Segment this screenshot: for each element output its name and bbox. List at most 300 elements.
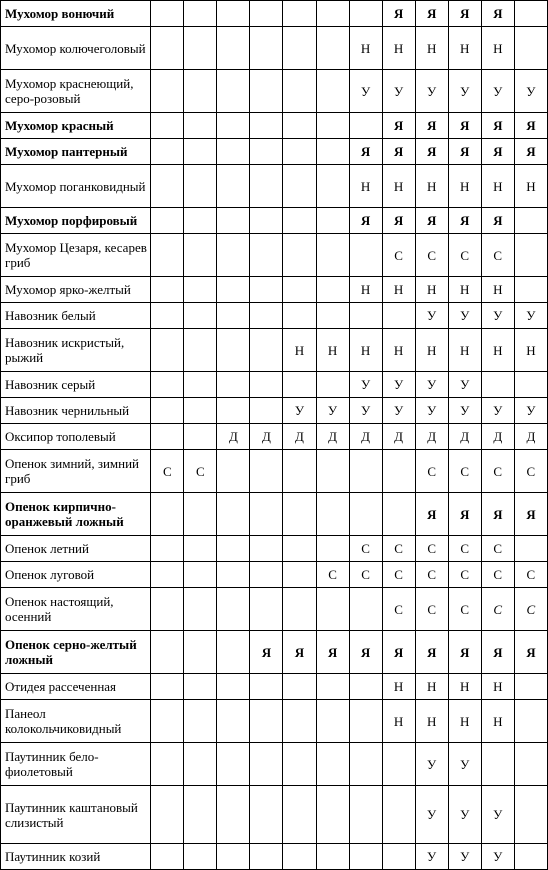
value-cell: У	[415, 70, 448, 113]
mushroom-name-cell: Мухомор вонючий	[1, 1, 151, 27]
value-cell: Н	[448, 165, 481, 208]
value-cell	[151, 139, 184, 165]
value-cell	[349, 674, 382, 700]
value-cell	[382, 303, 415, 329]
value-cell: Д	[514, 424, 547, 450]
value-cell: У	[514, 303, 547, 329]
value-cell: У	[448, 743, 481, 786]
value-cell	[316, 536, 349, 562]
value-cell	[151, 424, 184, 450]
value-cell	[217, 562, 250, 588]
value-cell: С	[448, 562, 481, 588]
value-cell: Н	[481, 27, 514, 70]
value-cell	[349, 844, 382, 870]
value-cell	[250, 165, 283, 208]
value-cell: Н	[448, 329, 481, 372]
value-cell	[283, 165, 316, 208]
table-row	[1, 844, 548, 870]
value-cell	[349, 113, 382, 139]
value-cell	[316, 1, 349, 27]
value-cell	[382, 786, 415, 844]
value-cell	[316, 372, 349, 398]
table-row	[1, 303, 548, 329]
value-cell	[316, 208, 349, 234]
mushroom-name-cell: Паутинник козий	[1, 844, 151, 870]
mushroom-name-cell: Мухомор пантерный	[1, 139, 151, 165]
value-cell	[316, 674, 349, 700]
value-cell: Я	[481, 1, 514, 27]
value-cell	[184, 303, 217, 329]
value-cell	[217, 113, 250, 139]
value-cell	[217, 303, 250, 329]
value-cell	[151, 398, 184, 424]
value-cell: У	[448, 303, 481, 329]
value-cell	[151, 743, 184, 786]
value-cell	[184, 398, 217, 424]
value-cell: С	[481, 588, 514, 631]
value-cell: Я	[514, 631, 547, 674]
value-cell	[184, 844, 217, 870]
value-cell	[316, 844, 349, 870]
value-cell	[217, 139, 250, 165]
table-row	[1, 277, 548, 303]
value-cell: Я	[316, 631, 349, 674]
value-cell	[283, 450, 316, 493]
value-cell	[250, 674, 283, 700]
value-cell	[151, 208, 184, 234]
value-cell: Я	[481, 113, 514, 139]
value-cell	[514, 674, 547, 700]
mushroom-name-cell: Отидея рассеченная	[1, 674, 151, 700]
value-cell	[283, 588, 316, 631]
value-cell	[151, 165, 184, 208]
value-cell: У	[448, 786, 481, 844]
mushroom-name-cell: Панеол колокольчиковидный	[1, 700, 151, 743]
mushroom-name-cell: Мухомор краснеющий, серо-розовый	[1, 70, 151, 113]
value-cell: У	[415, 743, 448, 786]
value-cell: У	[415, 786, 448, 844]
value-cell	[151, 674, 184, 700]
value-cell: Я	[415, 1, 448, 27]
value-cell: Н	[415, 329, 448, 372]
value-cell: Н	[481, 165, 514, 208]
value-cell	[217, 844, 250, 870]
value-cell: Н	[514, 329, 547, 372]
value-cell: У	[415, 398, 448, 424]
table-row	[1, 208, 548, 234]
mushroom-name-cell: Мухомор порфировый	[1, 208, 151, 234]
value-cell: У	[283, 398, 316, 424]
value-cell	[250, 786, 283, 844]
value-cell: У	[349, 398, 382, 424]
value-cell: Я	[448, 631, 481, 674]
value-cell: Я	[448, 493, 481, 536]
value-cell: Я	[250, 631, 283, 674]
value-cell: С	[382, 588, 415, 631]
value-cell: Я	[514, 113, 547, 139]
value-cell: Я	[514, 139, 547, 165]
mushroom-name-cell: Паутинник бело-фиолетовый	[1, 743, 151, 786]
mushroom-name-cell: Паутинник каштановый слизистый	[1, 786, 151, 844]
value-cell	[184, 700, 217, 743]
value-cell	[217, 277, 250, 303]
value-cell	[184, 277, 217, 303]
value-cell	[217, 329, 250, 372]
value-cell: У	[349, 70, 382, 113]
value-cell	[283, 208, 316, 234]
value-cell: У	[448, 844, 481, 870]
value-cell	[283, 493, 316, 536]
value-cell	[283, 303, 316, 329]
value-cell: С	[184, 450, 217, 493]
value-cell: Я	[415, 493, 448, 536]
value-cell	[184, 631, 217, 674]
value-cell	[283, 234, 316, 277]
table-row	[1, 536, 548, 562]
value-cell	[250, 588, 283, 631]
value-cell	[283, 27, 316, 70]
value-cell	[184, 493, 217, 536]
value-cell	[151, 303, 184, 329]
value-cell	[217, 493, 250, 536]
value-cell: Н	[415, 277, 448, 303]
value-cell: Я	[415, 113, 448, 139]
value-cell	[316, 493, 349, 536]
value-cell	[514, 786, 547, 844]
table-row	[1, 139, 548, 165]
value-cell: Я	[481, 139, 514, 165]
value-cell: У	[514, 398, 547, 424]
value-cell	[514, 277, 547, 303]
mushroom-name-cell: Опенок настоящий, осенний	[1, 588, 151, 631]
value-cell	[250, 700, 283, 743]
value-cell	[283, 700, 316, 743]
value-cell	[382, 844, 415, 870]
value-cell: Н	[349, 165, 382, 208]
value-cell	[349, 303, 382, 329]
value-cell	[184, 674, 217, 700]
table-row	[1, 450, 548, 493]
value-cell: Я	[349, 631, 382, 674]
value-cell	[250, 303, 283, 329]
value-cell: Я	[349, 208, 382, 234]
value-cell: С	[382, 562, 415, 588]
value-cell	[349, 1, 382, 27]
mushroom-name-cell: Мухомор колючеголовый	[1, 27, 151, 70]
mushroom-name-cell: Мухомор Цезаря, кесарев гриб	[1, 234, 151, 277]
value-cell	[316, 588, 349, 631]
value-cell	[316, 234, 349, 277]
value-cell	[184, 536, 217, 562]
value-cell: Я	[448, 208, 481, 234]
value-cell	[283, 70, 316, 113]
value-cell	[184, 27, 217, 70]
value-cell	[250, 493, 283, 536]
value-cell: Я	[448, 139, 481, 165]
value-cell: У	[448, 70, 481, 113]
value-cell: Н	[415, 674, 448, 700]
value-cell	[151, 372, 184, 398]
value-cell	[316, 139, 349, 165]
value-cell	[151, 277, 184, 303]
value-cell: У	[481, 398, 514, 424]
value-cell: У	[481, 786, 514, 844]
value-cell: С	[448, 450, 481, 493]
table-row	[1, 562, 548, 588]
value-cell: Д	[415, 424, 448, 450]
value-cell	[514, 27, 547, 70]
value-cell: Я	[448, 1, 481, 27]
value-cell: Н	[448, 674, 481, 700]
value-cell	[217, 234, 250, 277]
value-cell	[382, 493, 415, 536]
value-cell: У	[448, 372, 481, 398]
value-cell: Н	[382, 700, 415, 743]
value-cell	[217, 450, 250, 493]
value-cell: У	[415, 303, 448, 329]
value-cell	[514, 1, 547, 27]
table-row	[1, 424, 548, 450]
value-cell	[250, 208, 283, 234]
value-cell	[283, 536, 316, 562]
value-cell	[217, 588, 250, 631]
value-cell	[151, 700, 184, 743]
value-cell: Я	[382, 208, 415, 234]
value-cell	[217, 743, 250, 786]
value-cell: Н	[382, 329, 415, 372]
value-cell: У	[415, 372, 448, 398]
value-cell	[151, 786, 184, 844]
value-cell: Я	[481, 631, 514, 674]
value-cell	[316, 27, 349, 70]
value-cell	[349, 450, 382, 493]
value-cell: С	[514, 588, 547, 631]
value-cell	[316, 113, 349, 139]
value-cell	[217, 165, 250, 208]
value-cell	[349, 234, 382, 277]
value-cell	[250, 27, 283, 70]
value-cell: Я	[349, 139, 382, 165]
value-cell	[217, 536, 250, 562]
value-cell	[184, 424, 217, 450]
value-cell	[250, 329, 283, 372]
value-cell	[184, 165, 217, 208]
table-row	[1, 786, 548, 844]
value-cell	[151, 562, 184, 588]
value-cell	[151, 493, 184, 536]
value-cell: У	[448, 398, 481, 424]
value-cell	[283, 562, 316, 588]
value-cell: С	[415, 536, 448, 562]
value-cell: Н	[514, 165, 547, 208]
value-cell: У	[415, 844, 448, 870]
value-cell: С	[448, 234, 481, 277]
value-cell	[217, 70, 250, 113]
value-cell	[382, 743, 415, 786]
value-cell: У	[481, 70, 514, 113]
value-cell	[382, 450, 415, 493]
value-cell	[349, 786, 382, 844]
value-cell: У	[481, 844, 514, 870]
value-cell	[514, 844, 547, 870]
mushroom-name-cell: Опенок луговой	[1, 562, 151, 588]
value-cell: Д	[481, 424, 514, 450]
value-cell	[184, 113, 217, 139]
table-row	[1, 631, 548, 674]
value-cell: С	[514, 562, 547, 588]
value-cell	[250, 398, 283, 424]
value-cell: Н	[283, 329, 316, 372]
value-cell	[217, 27, 250, 70]
value-cell: С	[382, 234, 415, 277]
value-cell: С	[448, 588, 481, 631]
value-cell	[217, 372, 250, 398]
value-cell	[283, 277, 316, 303]
value-cell	[283, 113, 316, 139]
value-cell	[250, 536, 283, 562]
value-cell	[316, 743, 349, 786]
value-cell	[316, 277, 349, 303]
value-cell: С	[382, 536, 415, 562]
value-cell: С	[514, 450, 547, 493]
value-cell: Н	[481, 700, 514, 743]
value-cell: У	[316, 398, 349, 424]
value-cell: С	[415, 562, 448, 588]
value-cell: С	[481, 536, 514, 562]
table-row	[1, 700, 548, 743]
value-cell	[514, 700, 547, 743]
value-cell	[151, 329, 184, 372]
value-cell: Н	[349, 329, 382, 372]
mushroom-name-cell: Оксипор тополевый	[1, 424, 151, 450]
table-row	[1, 1, 548, 27]
table-row	[1, 27, 548, 70]
value-cell: Н	[349, 27, 382, 70]
value-cell	[184, 139, 217, 165]
value-cell: Я	[448, 113, 481, 139]
value-cell	[151, 70, 184, 113]
value-cell: Н	[349, 277, 382, 303]
value-cell: Н	[481, 674, 514, 700]
value-cell	[151, 536, 184, 562]
value-cell	[250, 70, 283, 113]
value-cell: Я	[415, 139, 448, 165]
value-cell	[250, 372, 283, 398]
value-cell	[481, 372, 514, 398]
value-cell	[283, 786, 316, 844]
value-cell	[283, 139, 316, 165]
value-cell: У	[382, 70, 415, 113]
value-cell	[283, 743, 316, 786]
table-row	[1, 113, 548, 139]
value-cell: Н	[481, 277, 514, 303]
value-cell: Д	[217, 424, 250, 450]
value-cell	[151, 113, 184, 139]
value-cell	[316, 450, 349, 493]
value-cell: У	[349, 372, 382, 398]
value-cell	[514, 372, 547, 398]
value-cell	[316, 700, 349, 743]
value-cell	[514, 743, 547, 786]
value-cell: Д	[349, 424, 382, 450]
value-cell: Н	[382, 27, 415, 70]
value-cell: Я	[283, 631, 316, 674]
value-cell: С	[415, 588, 448, 631]
value-cell	[250, 743, 283, 786]
value-cell	[151, 588, 184, 631]
value-cell: Н	[415, 165, 448, 208]
value-cell	[316, 786, 349, 844]
value-cell	[283, 1, 316, 27]
value-cell: Н	[415, 27, 448, 70]
value-cell	[316, 70, 349, 113]
mushroom-name-cell: Мухомор красный	[1, 113, 151, 139]
value-cell	[250, 1, 283, 27]
value-cell: Н	[316, 329, 349, 372]
table-row	[1, 329, 548, 372]
value-cell: Д	[250, 424, 283, 450]
mushroom-name-cell: Навозник серый	[1, 372, 151, 398]
value-cell	[184, 329, 217, 372]
value-cell: С	[415, 450, 448, 493]
value-cell	[217, 398, 250, 424]
value-cell: Д	[448, 424, 481, 450]
value-cell	[217, 208, 250, 234]
table-row	[1, 398, 548, 424]
value-cell: Н	[448, 700, 481, 743]
value-cell: Я	[415, 208, 448, 234]
table-row	[1, 588, 548, 631]
value-cell: У	[481, 303, 514, 329]
value-cell: С	[481, 450, 514, 493]
value-cell: Я	[382, 631, 415, 674]
value-cell	[250, 450, 283, 493]
value-cell: Я	[382, 1, 415, 27]
value-cell	[250, 139, 283, 165]
mushroom-name-cell: Мухомор ярко-желтый	[1, 277, 151, 303]
value-cell	[184, 1, 217, 27]
value-cell: С	[415, 234, 448, 277]
mushroom-name-cell: Опенок летний	[1, 536, 151, 562]
value-cell: Н	[415, 700, 448, 743]
value-cell	[481, 743, 514, 786]
value-cell: С	[481, 234, 514, 277]
value-cell: Я	[514, 493, 547, 536]
value-cell: С	[151, 450, 184, 493]
value-cell: Я	[382, 139, 415, 165]
value-cell	[250, 844, 283, 870]
value-cell	[151, 1, 184, 27]
value-cell	[217, 1, 250, 27]
value-cell	[151, 27, 184, 70]
value-cell: Н	[382, 165, 415, 208]
value-cell	[349, 700, 382, 743]
mushroom-name-cell: Навозник белый	[1, 303, 151, 329]
value-cell	[250, 277, 283, 303]
value-cell	[184, 372, 217, 398]
mushroom-name-cell: Мухомор поганковидный	[1, 165, 151, 208]
value-cell	[151, 234, 184, 277]
table-row	[1, 372, 548, 398]
mushroom-name-cell: Навозник искристый, рыжий	[1, 329, 151, 372]
value-cell	[217, 786, 250, 844]
value-cell: Н	[382, 277, 415, 303]
table-row	[1, 674, 548, 700]
value-cell: Н	[448, 277, 481, 303]
mushroom-name-cell: Опенок зимний, зимний гриб	[1, 450, 151, 493]
value-cell: С	[349, 536, 382, 562]
value-cell	[184, 70, 217, 113]
